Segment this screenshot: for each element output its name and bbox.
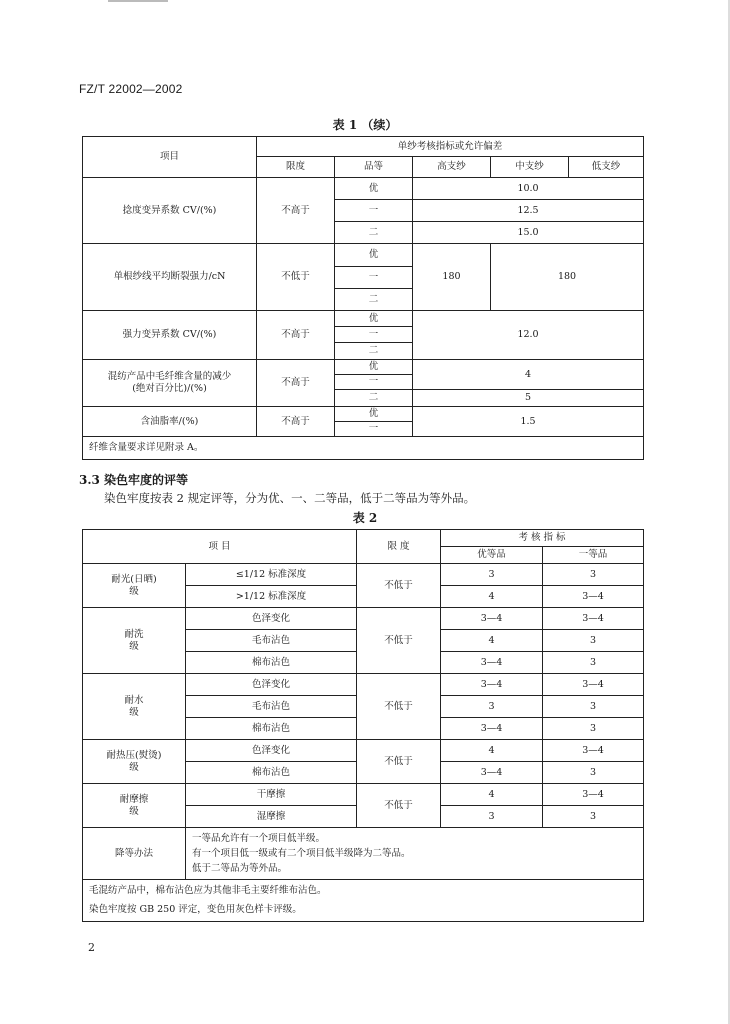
t1-r2-midlow: 180	[491, 244, 644, 311]
t2-light-name-line2: 级	[129, 585, 139, 597]
t1-head-high: 高支纱	[413, 157, 491, 178]
t2-water-s1: 色泽变化	[186, 674, 357, 696]
t1-head-low: 低支纱	[569, 157, 644, 178]
t1-r3-g2: 一	[335, 327, 413, 343]
t1-head-item: 项目	[83, 137, 257, 178]
t1-r1-g1: 优	[335, 178, 413, 200]
t2-rub-name-line1: 耐摩擦	[119, 793, 149, 805]
t2-wash-t1: 3—4	[441, 608, 543, 630]
t1-r5-g1: 优	[335, 407, 413, 422]
section-paragraph: 染色牢度按表 2 规定评等，分为优、一、二等品，低于二等品为等外品。	[104, 491, 476, 505]
t2-light-t1: 3	[441, 564, 543, 586]
t2-wash-s2: 毛布沾色	[186, 630, 357, 652]
t1-r4-name	[83, 360, 257, 407]
t2-note2: 染色牢度按 GB 250 评定，变色用灰色样卡评级。	[89, 903, 302, 915]
t2-light-t2: 4	[441, 586, 543, 608]
t2-heat-s1: 色泽变化	[186, 740, 357, 762]
t2-downgrade-name: 降等办法	[83, 828, 186, 880]
t1-r1-v3: 15.0	[413, 222, 644, 244]
t1-r1-v2: 12.5	[413, 200, 644, 222]
t2-rub-limit: 不低于	[357, 784, 441, 828]
standard-code: FZ/T 22002—2002	[79, 82, 183, 96]
t1-r3-name: 强力变异系数 CV/(%)	[83, 311, 257, 360]
t2-light-f2: 3—4	[543, 586, 644, 608]
t2-downgrade-line2: 有一个项目低一级或有二个项目低半级降为二等品。	[192, 847, 411, 859]
t2-downgrade-rules	[186, 828, 644, 880]
t1-r4-g2: 一	[335, 375, 413, 390]
t1-r5-name: 含油脂率/(%)	[83, 407, 257, 437]
t2-rub-s2: 湿摩擦	[186, 806, 357, 828]
t2-wash-name-line1: 耐洗	[124, 628, 144, 640]
scan-artifact-top	[108, 0, 168, 2]
t2-water-s3: 棉布沾色	[186, 718, 357, 740]
t1-r4-v1: 4	[413, 360, 644, 390]
t2-light-f1: 3	[543, 564, 644, 586]
t2-heat-t1: 4	[441, 740, 543, 762]
t1-r3-g3: 二	[335, 343, 413, 360]
t2-light-name	[83, 564, 186, 608]
t1-r4-g1: 优	[335, 360, 413, 375]
t2-head-first: 一等品	[543, 547, 644, 564]
t2-heat-name	[83, 740, 186, 784]
t1-head-mid: 中支纱	[491, 157, 569, 178]
t2-wash-f1: 3—4	[543, 608, 644, 630]
t1-r4-limit: 不高于	[257, 360, 335, 407]
t2-water-t1: 3—4	[441, 674, 543, 696]
t2-heat-f2: 3	[543, 762, 644, 784]
t2-water-f2: 3	[543, 696, 644, 718]
t1-r4-g3: 二	[335, 390, 413, 407]
t2-wash-t2: 4	[441, 630, 543, 652]
t2-head-item: 项 目	[83, 530, 357, 564]
t2-rub-name	[83, 784, 186, 828]
t2-head-group: 考 核 指 标	[441, 530, 644, 547]
t2-wash-f2: 3	[543, 630, 644, 652]
t2-wash-limit: 不低于	[357, 608, 441, 674]
t2-light-s2: >1/12 标准深度	[186, 586, 357, 608]
table2	[82, 529, 644, 922]
t1-r2-g2: 一	[335, 267, 413, 289]
t2-note1: 毛混纺产品中，棉布沾色应为其他非毛主要纤维布沾色。	[89, 885, 327, 897]
t2-wash-f3: 3	[543, 652, 644, 674]
t2-light-s1: ≤1/12 标准深度	[186, 564, 357, 586]
t1-r4-name-line1: 混纺产品中毛纤维含量的减少	[107, 371, 232, 383]
t2-water-t2: 3	[441, 696, 543, 718]
t1-r1-name: 捻度变异系数 CV/(%)	[83, 178, 257, 244]
t1-r1-v1: 10.0	[413, 178, 644, 200]
t1-r2-g1: 优	[335, 244, 413, 267]
t2-heat-name-line1: 耐热压(熨烫)	[106, 749, 162, 761]
t2-light-limit: 不低于	[357, 564, 441, 608]
t1-r2-high: 180	[413, 244, 491, 311]
t2-wash-name-line2: 级	[129, 640, 139, 652]
t1-r3-g1: 优	[335, 311, 413, 327]
t2-rub-f2: 3	[543, 806, 644, 828]
t2-light-name-line1: 耐光(日晒)	[111, 573, 157, 585]
t2-head-top: 优等品	[441, 547, 543, 564]
t1-r4-v2: 5	[413, 390, 644, 407]
t2-notes	[83, 880, 644, 922]
t1-note: 纤维含量要求详见附录 A。	[83, 437, 644, 460]
t2-downgrade-line1: 一等品允许有一个项目低半级。	[192, 832, 326, 844]
t2-rub-s1: 干摩擦	[186, 784, 357, 806]
page-number: 2	[88, 941, 95, 954]
t2-water-s2: 毛布沾色	[186, 696, 357, 718]
t2-wash-t3: 3—4	[441, 652, 543, 674]
t2-heat-s2: 棉布沾色	[186, 762, 357, 784]
t1-r1-g2: 一	[335, 200, 413, 222]
table2-caption: 表 2	[352, 511, 378, 525]
t1-r3-value: 12.0	[413, 311, 644, 360]
t2-head-limit: 限 度	[357, 530, 441, 564]
t2-heat-t2: 3—4	[441, 762, 543, 784]
t2-water-name-line2: 级	[129, 706, 139, 718]
t2-water-t3: 3—4	[441, 718, 543, 740]
t2-wash-s1: 色泽变化	[186, 608, 357, 630]
t2-rub-t1: 4	[441, 784, 543, 806]
t2-heat-f1: 3—4	[543, 740, 644, 762]
t2-rub-name-line2: 级	[129, 805, 139, 817]
t2-water-name-line1: 耐水	[124, 694, 144, 706]
t1-r2-name: 单根纱线平均断裂强力/cN	[83, 244, 257, 311]
t1-r3-limit: 不高于	[257, 311, 335, 360]
t2-downgrade-line3: 低于二等品为等外品。	[192, 863, 288, 875]
t2-heat-limit: 不低于	[357, 740, 441, 784]
t1-r2-limit: 不低于	[257, 244, 335, 311]
t1-r5-value: 1.5	[413, 407, 644, 437]
t2-water-f3: 3	[543, 718, 644, 740]
t2-rub-t2: 3	[441, 806, 543, 828]
t2-water-name	[83, 674, 186, 740]
t1-head-grade: 品等	[335, 157, 413, 178]
t1-r5-g2: 一	[335, 422, 413, 437]
section-heading: 3.3 染色牢度的评等	[79, 473, 189, 487]
t1-head-group: 单纱考核指标或允许偏差	[257, 137, 644, 157]
t2-water-f1: 3—4	[543, 674, 644, 696]
t2-water-limit: 不低于	[357, 674, 441, 740]
table1	[82, 136, 644, 460]
t2-wash-name	[83, 608, 186, 674]
t2-wash-s3: 棉布沾色	[186, 652, 357, 674]
t1-r1-limit: 不高于	[257, 178, 335, 244]
t1-head-limit: 限度	[257, 157, 335, 178]
table1-caption: 表 1 （续）	[332, 118, 398, 132]
t2-rub-f1: 3—4	[543, 784, 644, 806]
t1-r1-g3: 二	[335, 222, 413, 244]
t1-r5-limit: 不高于	[257, 407, 335, 437]
t1-r4-name-line2: (绝对百分比)/(%)	[132, 383, 207, 394]
t2-heat-name-line2: 级	[129, 761, 139, 773]
t1-r2-g3: 二	[335, 289, 413, 311]
